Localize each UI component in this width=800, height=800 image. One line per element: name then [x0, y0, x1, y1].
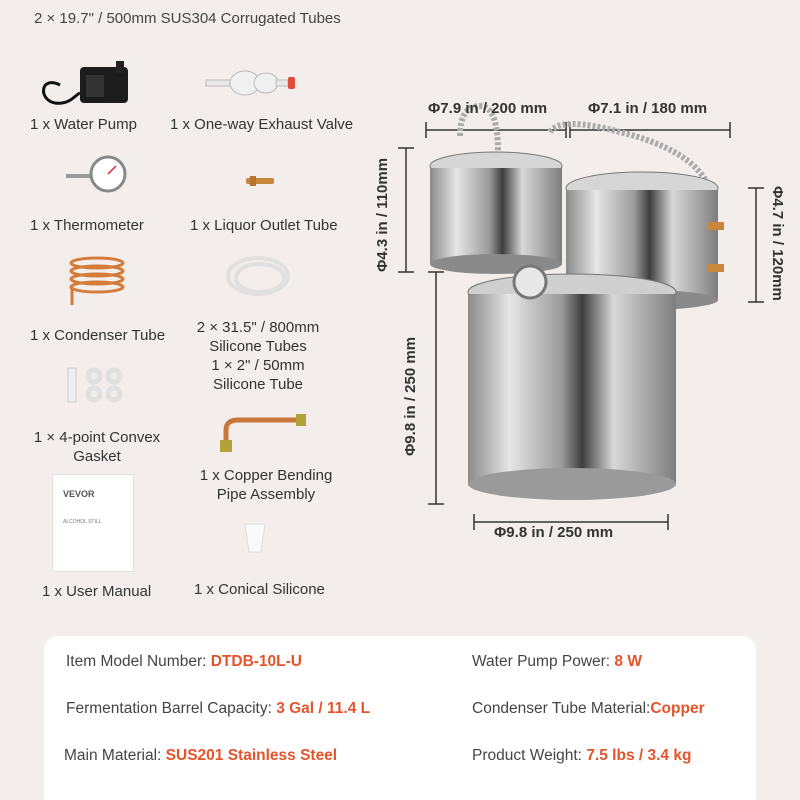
copper-pipe-item: [212, 402, 312, 454]
spec-card: [44, 636, 756, 800]
dim-right-upper: Φ4.7 in / 120mm: [769, 186, 786, 301]
spec-material-label: Main Material:: [64, 747, 166, 764]
silicone-tube-line-1: 1 × 2" / 50mm: [211, 357, 305, 374]
water-pump-image: [30, 55, 140, 113]
spec-capacity-label: Fermentation Barrel Capacity:: [66, 700, 277, 717]
dim-top-left: Φ7.9 in / 200 mm: [428, 100, 548, 117]
gasket-line-2: Gasket: [73, 448, 121, 465]
copper-pipe-line-1: 1 x Copper Bending: [199, 467, 333, 484]
thermometer-image: [62, 152, 132, 196]
conical-caption: 1 x Conical Silicone: [194, 581, 325, 598]
condenser-item: [62, 255, 132, 309]
dim-bottom: Φ9.8 in / 250 mm: [494, 524, 614, 541]
corrugated-tubes-line: 2 × 19.7" / 500mm SUS304 Corrugated Tubes: [34, 10, 341, 27]
spec-condenser: [472, 700, 705, 718]
spec-model-value: DTDB-10L-U: [210, 653, 302, 670]
spec-material-value: SUS201 Stainless Steel: [165, 747, 338, 764]
spec-model: [66, 653, 302, 671]
exhaust-valve-image: [200, 66, 300, 100]
dim-left-upper: Φ4.3 in / 110mm: [374, 157, 391, 272]
gasket-item: [64, 364, 134, 406]
gasket-line-1: 1 × 4-point Convex: [33, 429, 161, 446]
silicone-tubes-image: [218, 252, 298, 304]
condenser-image: [62, 255, 132, 309]
conical-item: [240, 520, 270, 556]
condenser-caption: 1 x Condenser Tube: [30, 327, 166, 344]
exhaust-valve-item: [200, 66, 300, 100]
spec-condenser-value: Copper: [650, 700, 705, 717]
spec-weight-label: Product Weight:: [472, 747, 587, 764]
copper-pipe-image: [212, 402, 312, 454]
thermometer-caption: 1 x Thermometer: [30, 217, 144, 234]
spec-material: [64, 747, 337, 765]
manual-caption: 1 x User Manual: [42, 583, 152, 600]
liquor-outlet-item: [240, 168, 280, 194]
distiller-image: [380, 96, 800, 556]
copper-pipe-caption: [186, 466, 346, 504]
spec-capacity-value: 3 Gal / 11.4 L: [276, 700, 371, 717]
dim-top-right: Φ7.1 in / 180 mm: [588, 100, 708, 117]
spec-pump-label: Water Pump Power:: [472, 653, 615, 670]
silicone-tube-line-2: Silicone Tube: [212, 376, 304, 393]
copper-pipe-line-2: Pipe Assembly: [216, 486, 316, 503]
spec-weight-value: 7.5 lbs / 3.4 kg: [586, 747, 692, 764]
thermometer-item: [62, 152, 132, 196]
manual-title: ALCOHOL STILL: [63, 519, 102, 525]
spec-pump: [472, 653, 642, 671]
gasket-caption: [22, 428, 172, 466]
silicone-tubes-caption: [178, 318, 338, 394]
water-pump-caption: 1 x Water Pump: [30, 116, 137, 133]
manual-brand: VEVOR: [63, 489, 95, 499]
conical-image: [240, 520, 270, 556]
silicone-tubes-line-2: Silicone Tubes: [209, 338, 307, 355]
manual-item: [52, 474, 134, 572]
gasket-image: [64, 364, 134, 406]
spec-capacity: [66, 700, 370, 718]
silicone-tubes-item: [218, 252, 298, 304]
spec-pump-value: 8 W: [614, 653, 642, 670]
silicone-tubes-line-1: 2 × 31.5" / 800mm: [196, 319, 320, 336]
exhaust-valve-caption: 1 x One-way Exhaust Valve: [170, 116, 354, 133]
spec-condenser-label: Condenser Tube Material:: [472, 700, 651, 717]
dim-left-lower: Φ9.8 in / 250 mm: [402, 336, 419, 456]
liquor-outlet-image: [240, 168, 280, 194]
liquor-outlet-caption: 1 x Liquor Outlet Tube: [190, 217, 338, 234]
water-pump-item: [30, 55, 140, 113]
spec-model-label: Item Model Number:: [66, 653, 211, 670]
spec-weight: [472, 747, 691, 765]
